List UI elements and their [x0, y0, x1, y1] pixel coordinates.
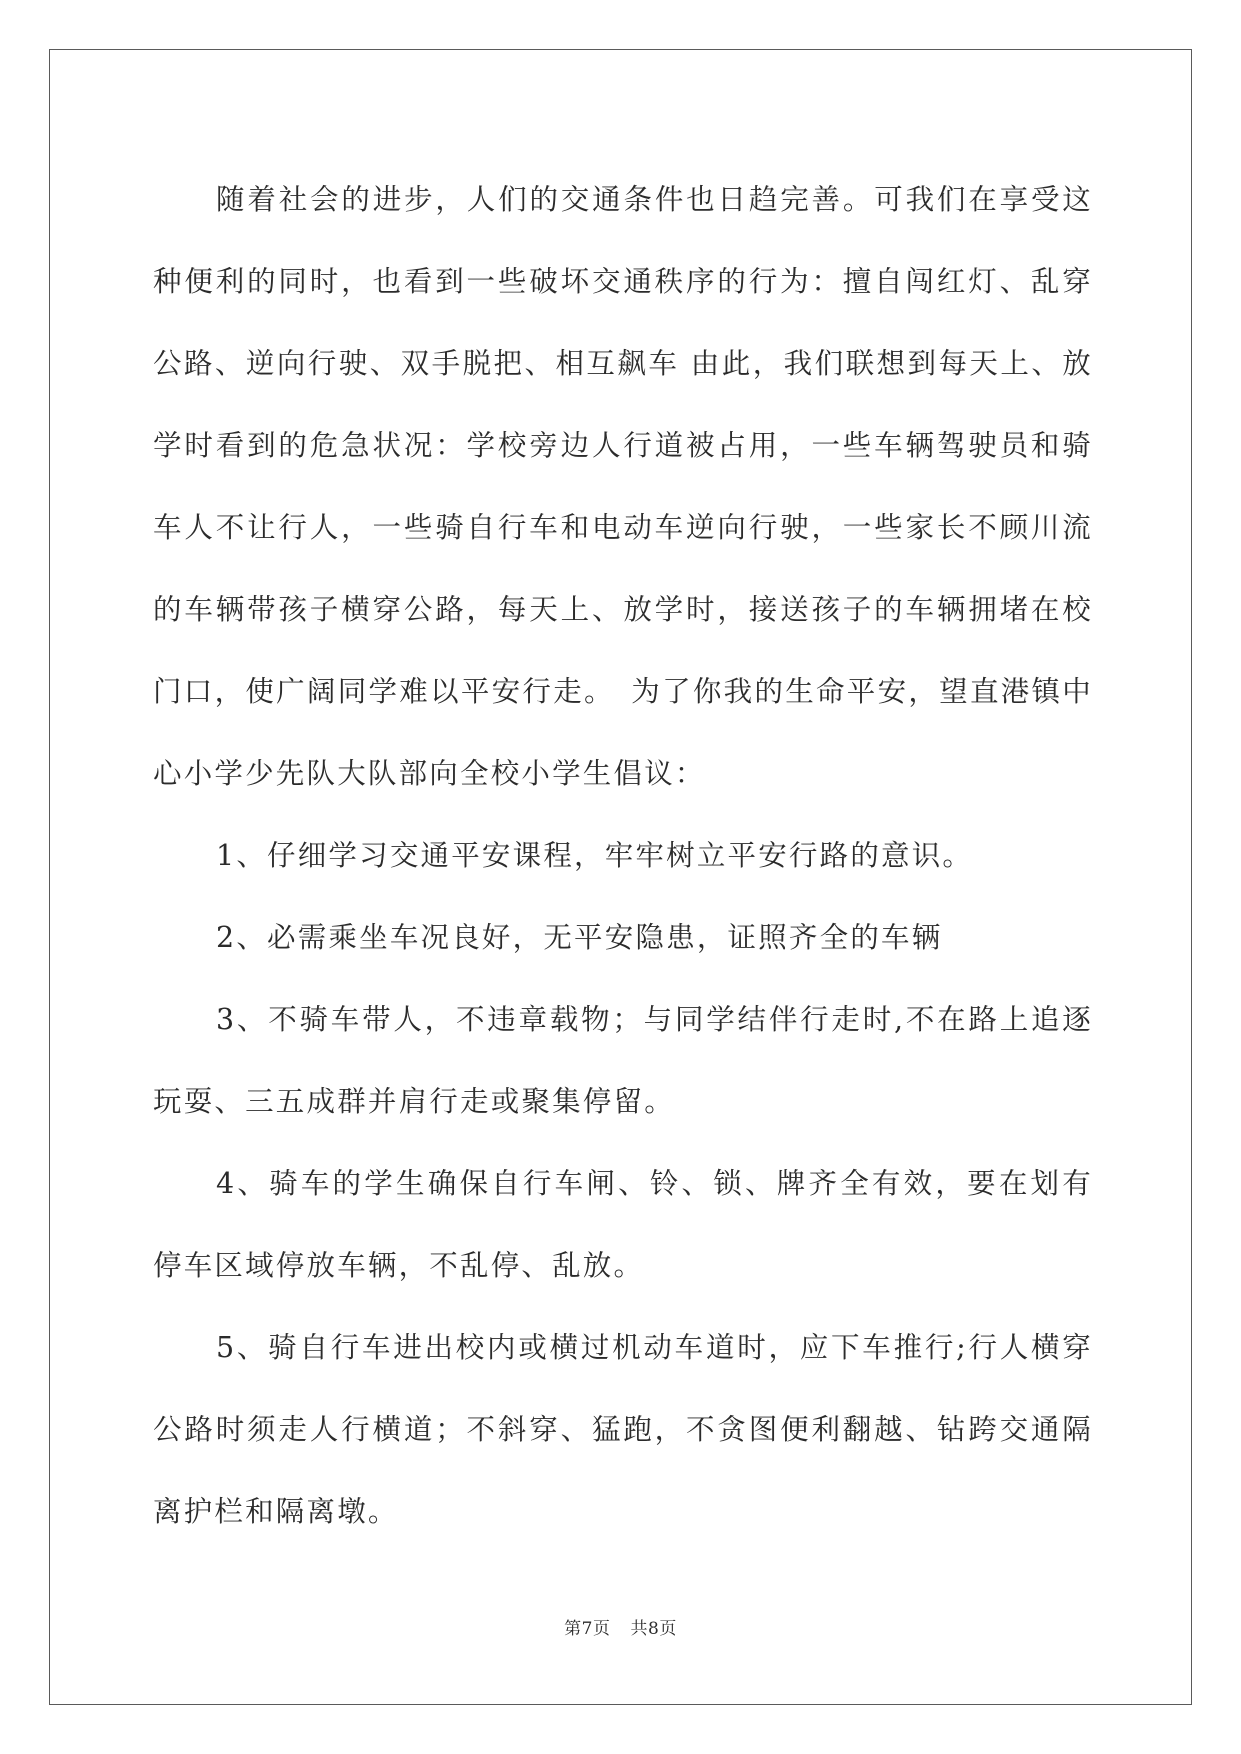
document-body — [153, 159, 1093, 1553]
paragraph-item-2: 2、必需乘坐车况良好，无平安隐患，证照齐全的车辆 — [216, 921, 943, 954]
paragraph-item-5: 5、骑自行车进出校内或横过机动车道时，应下车推行;行人横穿公路时须走人行横道；不斜穿、猛跑，不贪图便利翻越、钻跨交通隔离护栏和隔离墩。 — [153, 1331, 1093, 1528]
page-number: 第7页 — [564, 1619, 611, 1639]
paragraph-item-1: 1、仔细学习交通平安课程，牢牢树立平安行路的意识。 — [216, 839, 974, 872]
paragraph-item-4: 4、骑车的学生确保自行车闸、铃、锁、牌齐全有效，要在划有停车区域停放车辆，不乱停、乱放。 — [153, 1167, 1093, 1282]
paragraph-intro: 随着社会的进步，人们的交通条件也日趋完善。可我们在享受这种便利的同时，也看到一些破坏交通秩序的行为：擅自闯红灯、乱穿公路、逆向行驶、双手脱把、相互飙车 由此，我们联想到每天上、放学时看到的危急状况：学校旁边人行道被占用，一些车辆驾驶员和骑车人不让行人，一些骑自行车和电动车逆向行驶，一些家长不顾川流的车辆带孩子横穿公路，每天上、放学时，接送孩子的车辆拥堵在校门口，使广阔同学难以平安行走。 为了你我的生命平安，望直港镇中心小学少先队大队部向全校小学生倡议： — [153, 183, 1093, 790]
page-footer — [0, 1614, 1241, 1639]
page-total: 共8页 — [630, 1619, 677, 1639]
paragraph-item-3: 3、不骑车带人，不违章载物；与同学结伴行走时,不在路上追逐玩耍、三五成群并肩行走或聚集停留。 — [153, 1003, 1093, 1118]
